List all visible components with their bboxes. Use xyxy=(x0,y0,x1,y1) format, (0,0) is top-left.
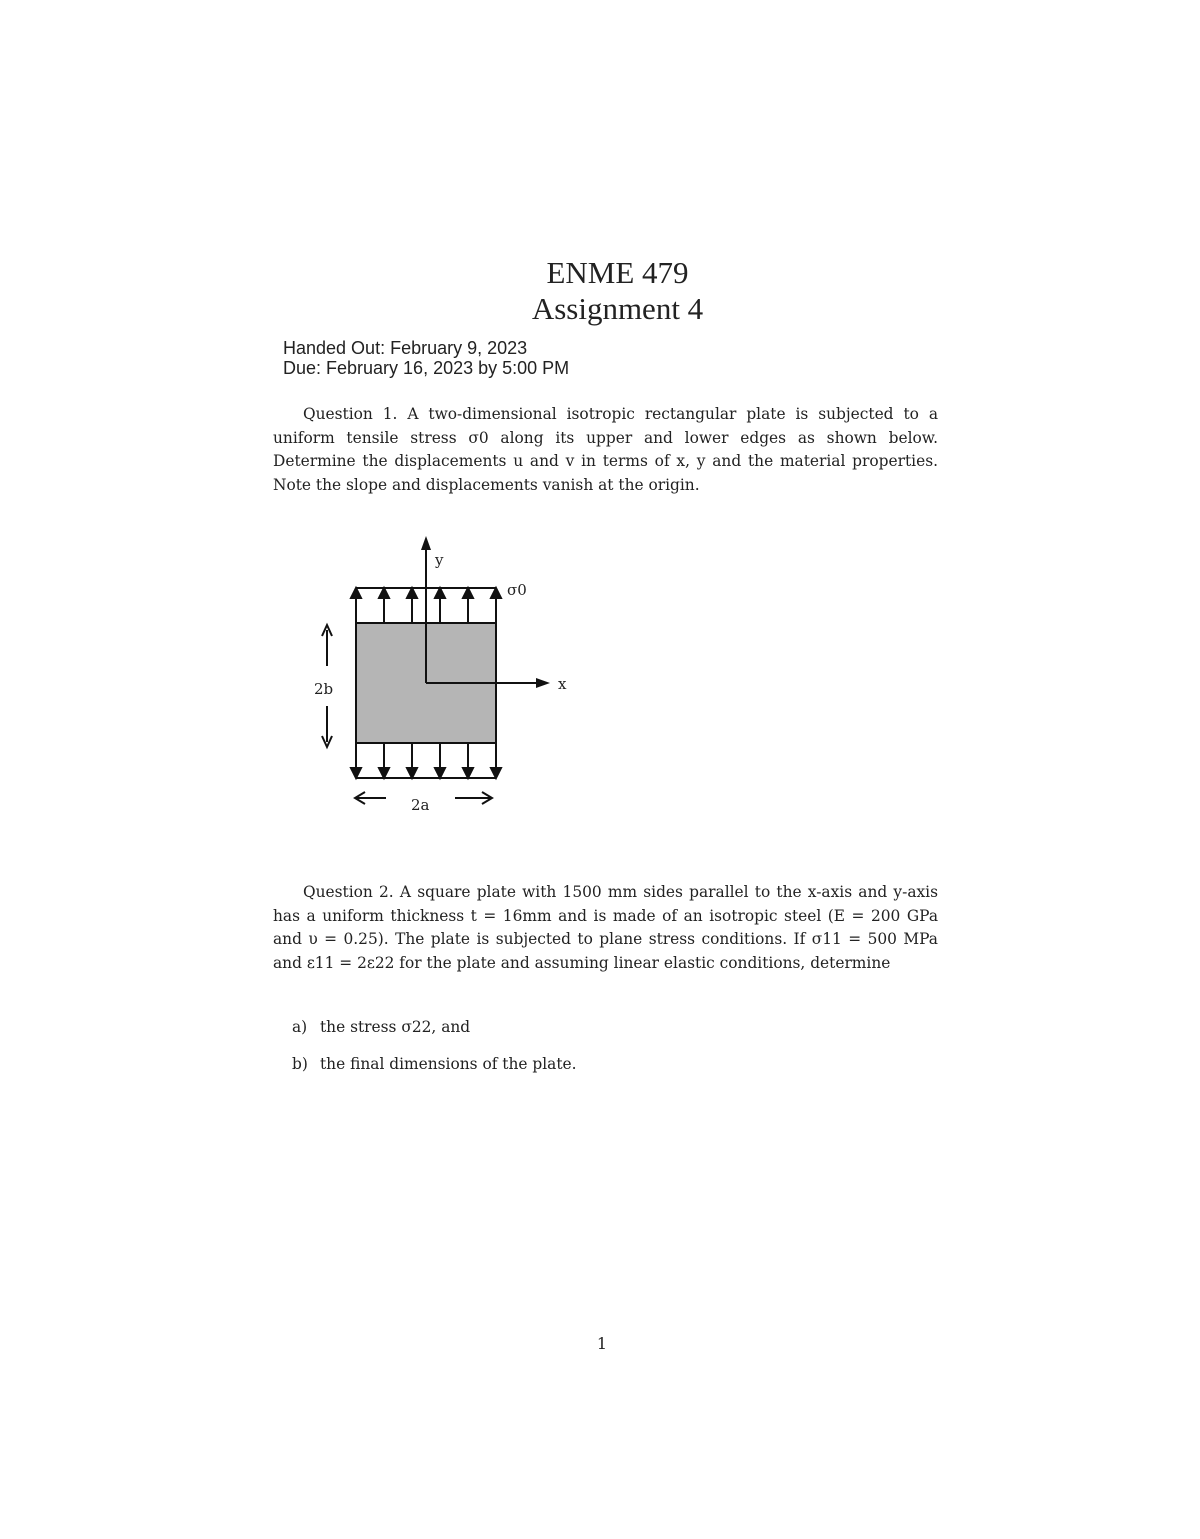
list-item-text: the stress σ22, and xyxy=(320,1018,471,1036)
page-number: 1 xyxy=(596,1334,608,1353)
course-title: ENME 479 xyxy=(546,255,689,290)
handed-out-date: Handed Out: February 9, 2023 xyxy=(283,338,528,358)
x-axis-arrowhead xyxy=(536,678,550,688)
y-axis-arrowhead xyxy=(421,536,431,550)
bottom-stress-arrows xyxy=(351,743,501,778)
list-marker: a) xyxy=(292,1018,308,1036)
dates-block xyxy=(283,338,569,378)
list-marker: b) xyxy=(292,1055,308,1073)
label-2b: 2b xyxy=(314,680,334,698)
document-title xyxy=(0,255,1200,327)
label-y: y xyxy=(435,551,444,569)
list-item xyxy=(292,1016,470,1038)
assignment-title: Assignment 4 xyxy=(531,291,704,326)
label-x: x xyxy=(558,675,567,693)
due-date: Due: February 16, 2023 by 5:00 PM xyxy=(283,358,570,378)
label-sigma: σ0 xyxy=(507,581,527,599)
label-2a: 2a xyxy=(411,796,430,814)
plate-figure xyxy=(300,528,590,828)
question-2-text: Question 2. A square plate with 1500 mm sides parallel to the x-axis and y-axis has a uniform thickness t = 16mm and is made of an isotropic steel (E = 200 GPa and υ = 0.25). The plate is subjected to plane stress conditions. If σ11 = 500 MPa and ε11 = 2ε22 for the plate and assuming linear elastic conditions, determine xyxy=(273,883,938,972)
question-1 xyxy=(273,403,938,497)
list-item-text: the final dimensions of the plate. xyxy=(320,1055,577,1073)
question-2 xyxy=(273,881,938,975)
list-item xyxy=(292,1053,577,1075)
question-1-text: Question 1. A two-dimensional isotropic rectangular plate is subjected to a uniform tensile stress σ0 along its upper and lower edges as shown below. Determine the displacements u and v in terms of x, y and the material properties. Note the slope and displacements vanish at the origin. xyxy=(273,405,938,494)
